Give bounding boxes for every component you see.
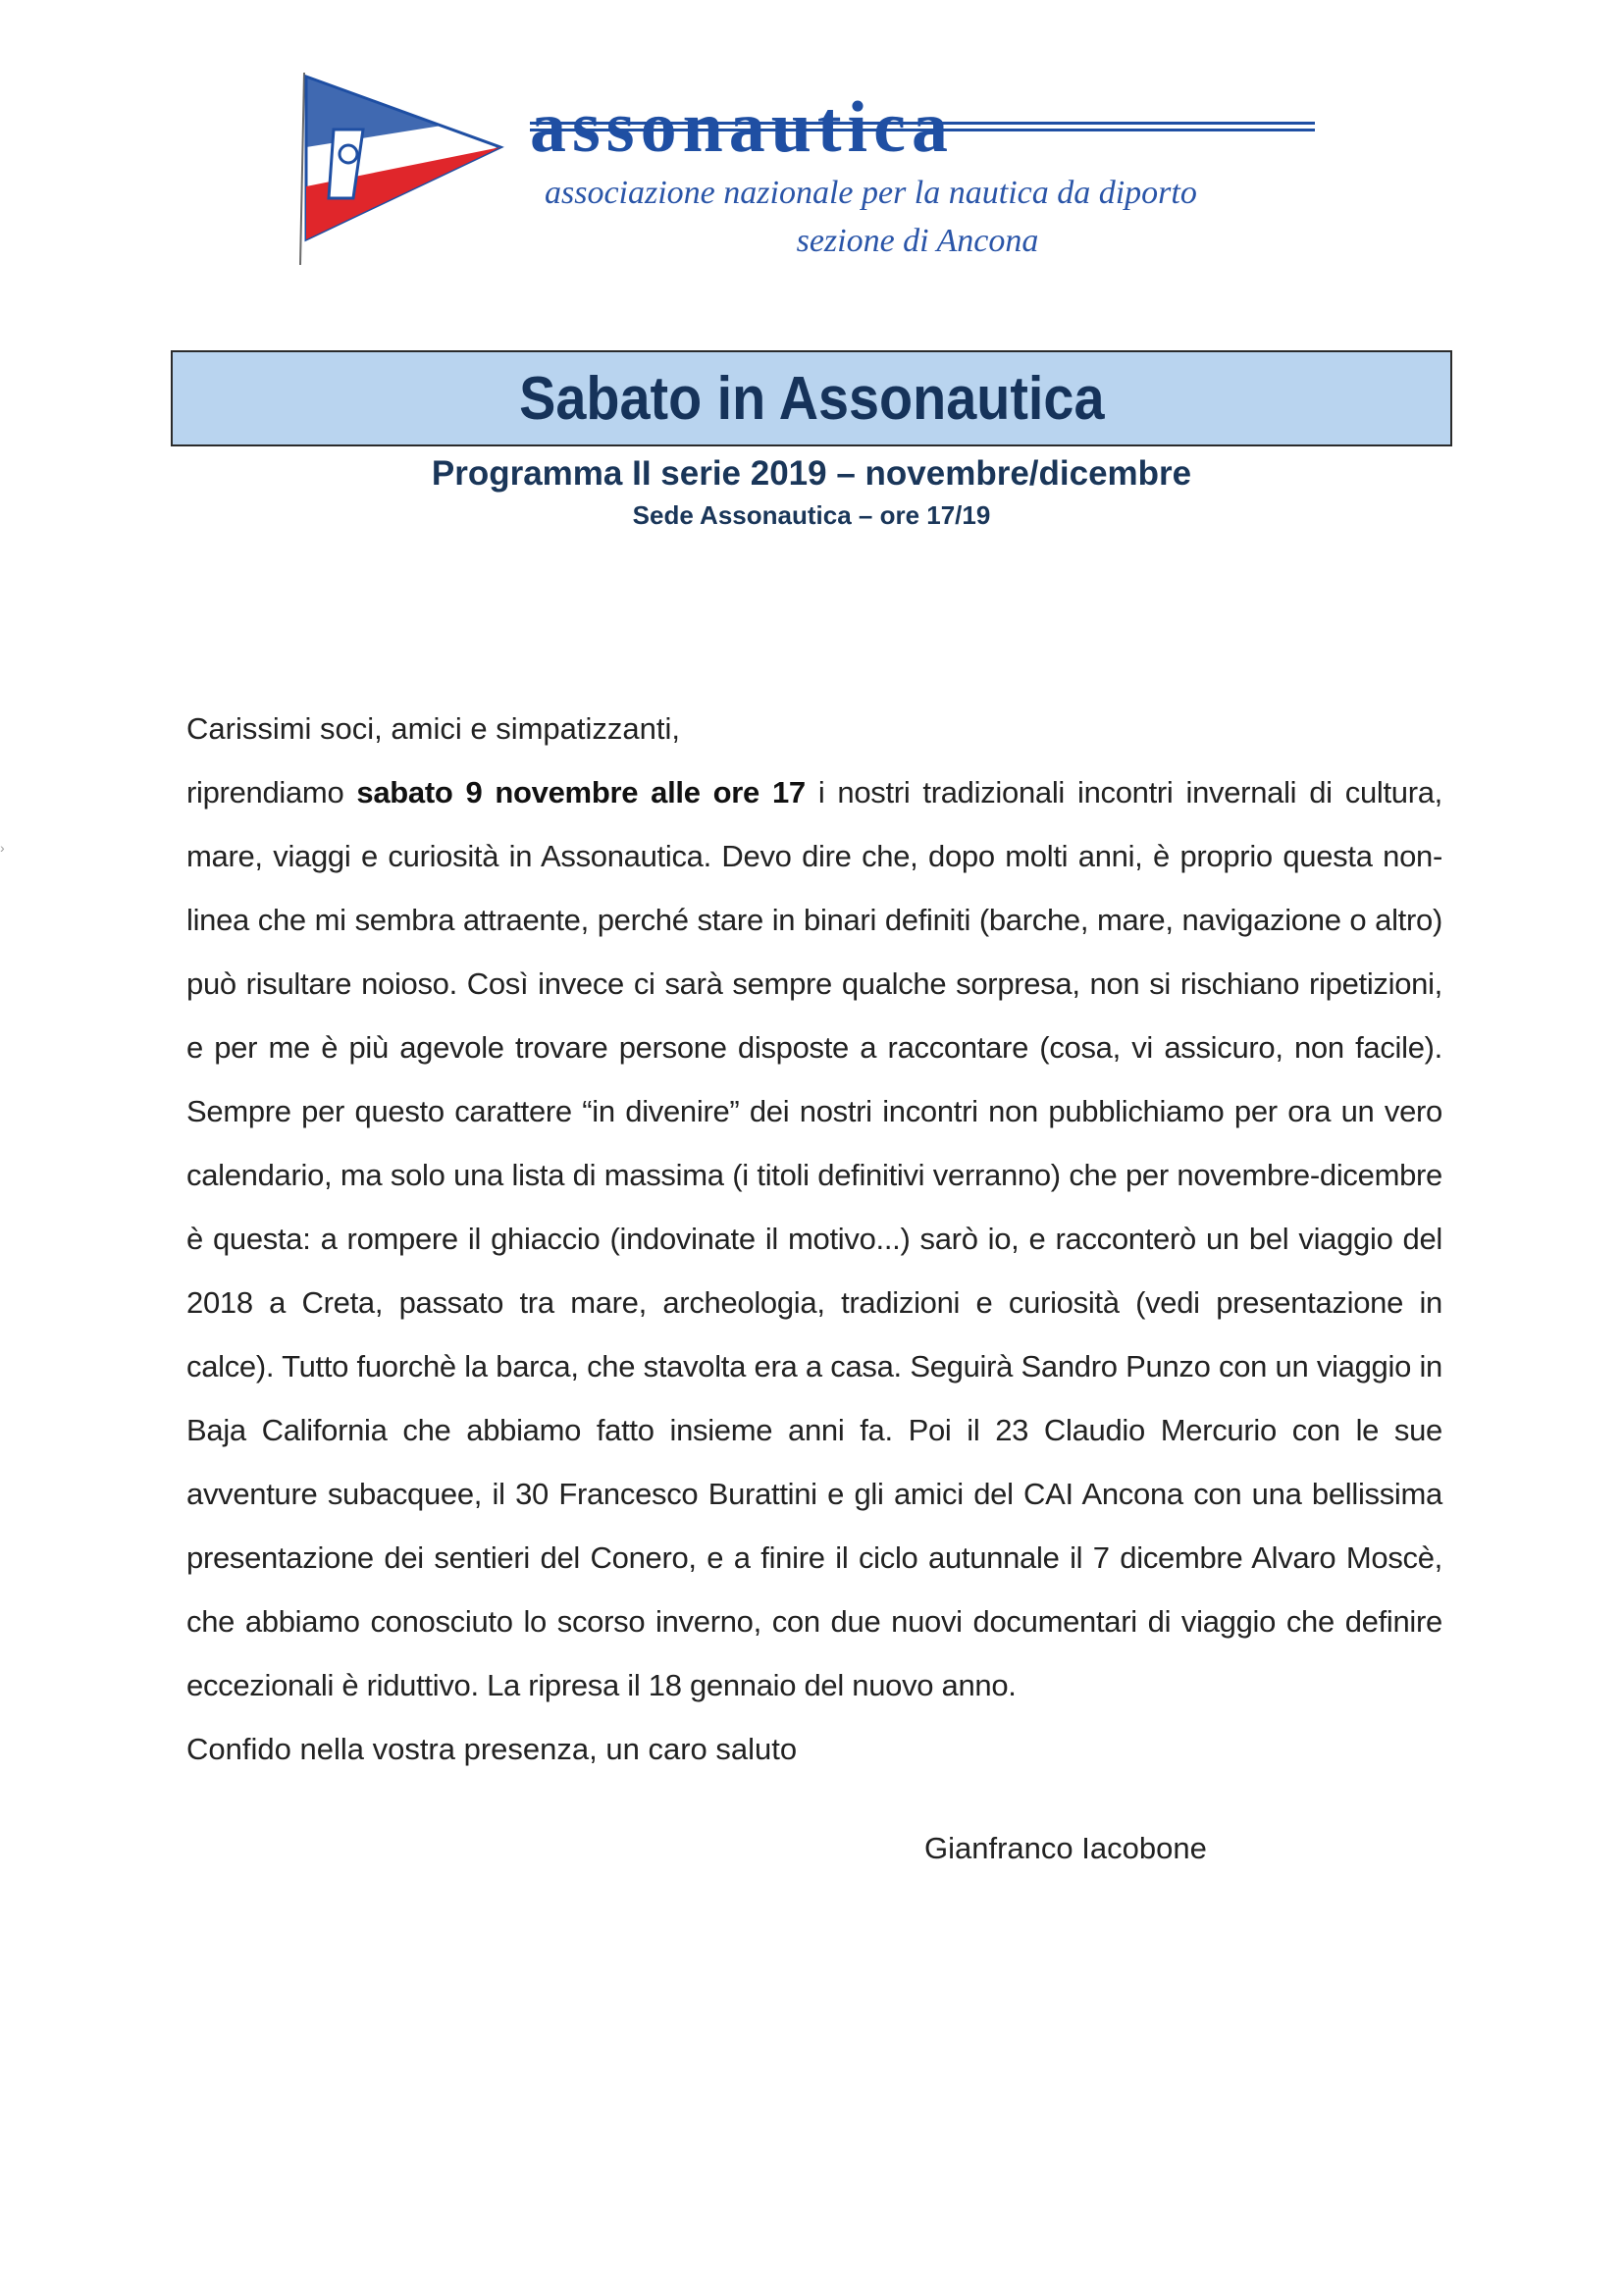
paragraph-content: i nostri tradizionali incontri invernali di cultura, mare, viaggi e curiosità in Assonautica. Devo dire che, dopo molti anni, è proprio questa non-linea che mi sembra attraente, perché stare in binari definiti (barche, mare, navigazione o altro) può risultare noioso. Così invece ci sarà sempre qualche sorpresa, non si rischiano ripetizioni, e per me è più agevole trovare persone disposte a raccontare (cosa, vi assicuro, non facile). Sempre per questo carattere “in divenire” dei nostri incontri non pubblichiamo per ora un vero calendario, ma solo una lista di massima (i titoli definitivi verranno) che per novembre-dicembre è questa: a rompere il ghiaccio (indovinate il motivo...) sarò io, e racconterò un bel viaggio del 2018 a Creta, passato tra mare, archeologia, tradizioni e curiosità (vedi presentazione in calce). Tutto fuorchè la barca, che stavolta era a casa. Seguirà Sandro Punzo con un viaggio in Baja California che abbiamo fatto insieme anni fa. Poi il 23 Claudio Mercurio con le sue avventure subacquee, il 30 Francesco Burattini e gli amici del CAI Ancona con una bellissima presentazione dei sentieri del Conero, e a finire il ciclo autunnale il 7 dicembre Alvaro Moscè, che abbiamo conosciuto lo scorso inverno, con due nuovi documentari di viaggio che definire eccezionali è riduttivo. La ripresa il 18 gennaio del nuovo anno. bbox=[186, 775, 1442, 1702]
venue-time: Sede Assonautica – ore 17/19 bbox=[632, 500, 991, 530]
page-title: Sabato in Assonautica bbox=[518, 364, 1105, 433]
letter-body bbox=[186, 697, 1442, 1781]
pennant-logo-icon bbox=[294, 71, 510, 267]
letter-paragraph bbox=[186, 760, 1442, 1717]
association-name: associazione nazionale per la nautica da diporto bbox=[545, 175, 1197, 211]
letter-closing: Confido nella vostra presenza, un caro saluto bbox=[186, 1732, 798, 1766]
margin-mark: › bbox=[0, 840, 5, 856]
program-subtitle: Programma II serie 2019 – novembre/dicembre bbox=[431, 454, 1192, 493]
signature-name: Gianfranco Iacobone bbox=[924, 1831, 1207, 1865]
brand-wordmark: assonautica bbox=[530, 87, 954, 168]
section-name: sezione di Ancona bbox=[796, 223, 1039, 259]
paragraph-date-highlight: sabato 9 novembre alle ore 17 bbox=[356, 775, 806, 809]
letter-greeting: Carissimi soci, amici e simpatizzanti, bbox=[186, 711, 680, 746]
paragraph-lead: riprendiamo bbox=[186, 775, 357, 809]
title-banner bbox=[171, 350, 1452, 446]
